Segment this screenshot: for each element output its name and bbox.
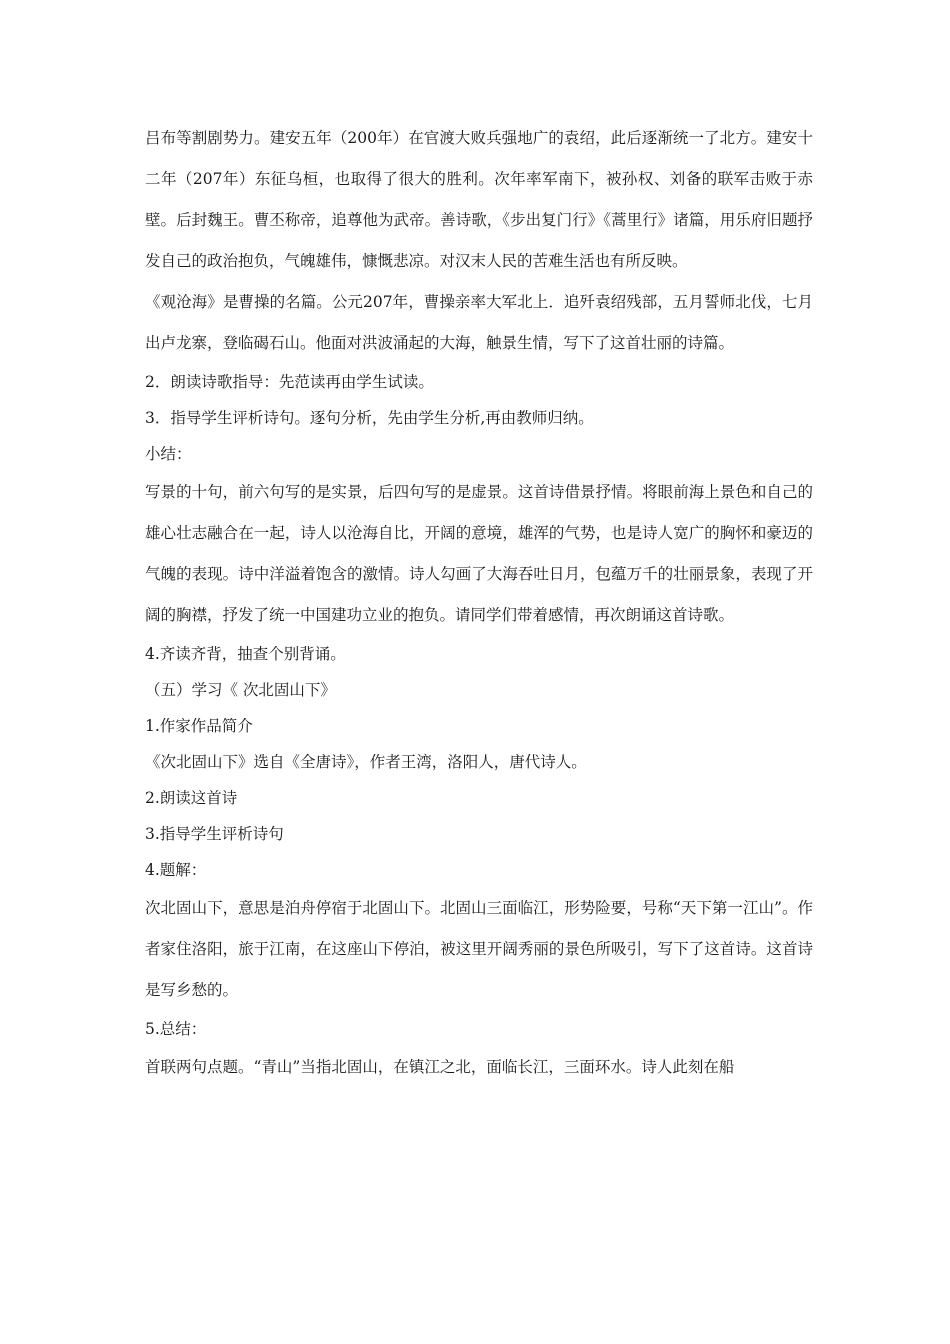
paragraph-recite: 4.齐读齐背，抽查个别背诵。 bbox=[145, 645, 346, 663]
paragraph-title-explanation: 次北固山下，意思是泊舟停宿于北固山下。北固山三面临江，形势险要，号称“天下第一江山”。作者家住洛阳，旅于江南，在这座山下停泊，被这里开阔秀丽的景色所吸引，写下了这首诗。这首诗是写乡愁的。 bbox=[145, 899, 813, 999]
paragraph-summary-heading: 小结： bbox=[145, 445, 192, 463]
paragraph-analyze-poem: 3.指导学生评析诗句 bbox=[145, 825, 284, 843]
document-page bbox=[145, 118, 813, 1088]
paragraph-title-explanation-heading: 4.题解： bbox=[145, 861, 207, 879]
paragraph-conclusion-heading: 5.总结： bbox=[145, 1020, 207, 1038]
paragraph-author-intro: 《次北固山下》选自《全唐诗》，作者王湾，洛阳人，唐代诗人。 bbox=[145, 753, 587, 771]
paragraph-guan-cang-hai-intro: 《观沧海》是曹操的名篇。公元207年，曹操亲率大军北上．追歼袁绍残部，五月誓师北伐，七月出卢龙寨，登临碣石山。他面对洪波涌起的大海，触景生情，写下了这首壮丽的诗篇。 bbox=[145, 293, 813, 352]
paragraph-summary-body: 写景的十句，前六句写的是实景，后四句写的是虚景。这首诗借景抒情。将眼前海上景色和自己的雄心壮志融合在一起，诗人以沧海自比，开阔的意境，雄浑的气势，也是诗人宽广的胸怀和豪迈的气魄的表现。诗中洋溢着饱含的激情。诗人勾画了大海吞吐日月，包蕴万千的壮丽景象，表现了开阔的胸襟，抒发了统一中国建功立业的抱负。请同学们带着感情，再次朗诵这首诗歌。 bbox=[145, 483, 813, 624]
paragraph-read-poem: 2.朗读这首诗 bbox=[145, 789, 238, 807]
paragraph-author-heading: 1.作家作品简介 bbox=[145, 717, 253, 735]
section-heading-ci-bei-gu-shan-xia: （五）学习《 次北固山下》 bbox=[145, 681, 336, 699]
paragraph-conclusion-body: 首联两句点题。“青山”当指北固山，在镇江之北，面临长江，三面环水。诗人此刻在船 bbox=[145, 1058, 735, 1076]
paragraph-cao-cao-bio: 吕布等割剧势力。建安五年（200年）在官渡大败兵强地广的袁绍，此后逐渐统一了北方。建安十二年（207年）东征乌桓，也取得了很大的胜利。次年率军南下，被孙权、刘备的联军击败于赤壁。后封魏王。曹丕称帝，追尊他为武帝。善诗歌，《步出复门行》《蒿里行》诸篇，用乐府旧题抒发自己的政治抱负，气魄雄伟，慷慨悲凉。对汉末人民的苦难生活也有所反映。 bbox=[145, 129, 813, 270]
paragraph-analysis-guide: 3．指导学生评析诗句。逐句分析，先由学生分析,再由教师归纳。 bbox=[145, 409, 594, 427]
paragraph-reading-guide: 2．朗读诗歌指导：先范读再由学生试读。 bbox=[145, 373, 434, 391]
